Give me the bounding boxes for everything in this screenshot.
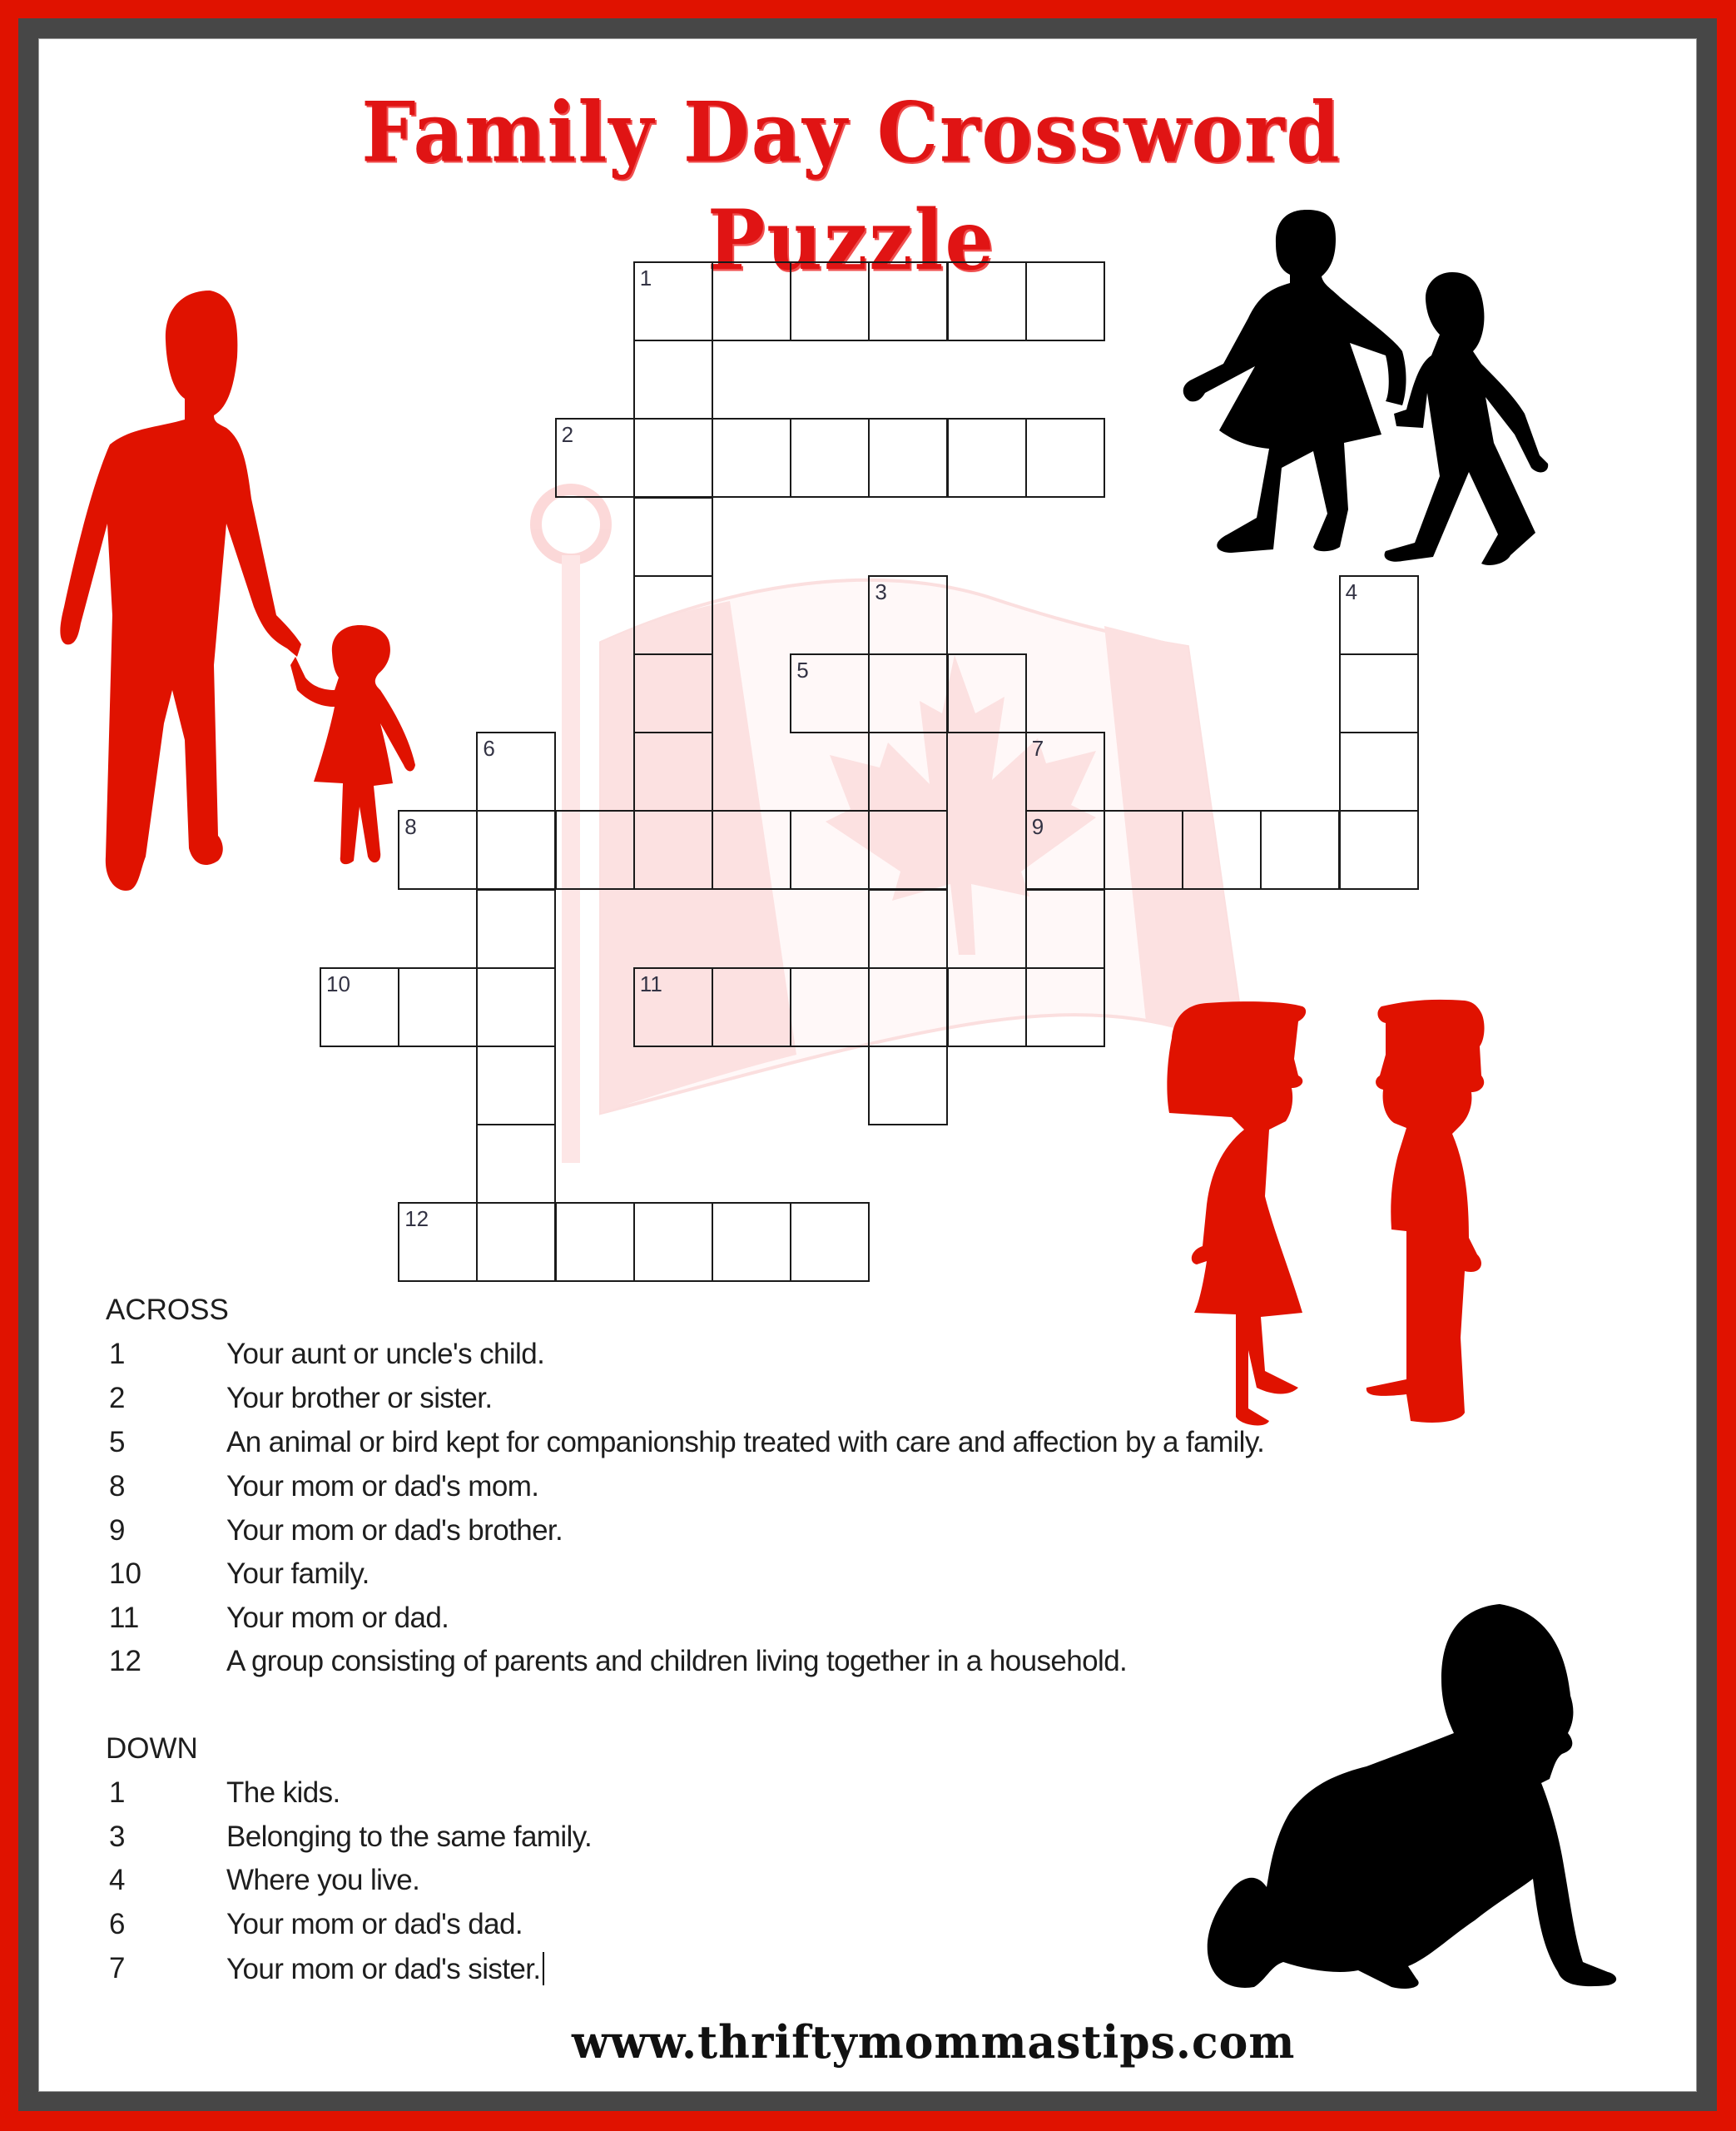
clue-text: Your mom or dad's dad. <box>226 1908 523 1940</box>
crossword-cell[interactable] <box>320 967 399 1047</box>
parent-child-silhouette-icon <box>47 274 430 907</box>
clue-text: Your mom or dad's brother. <box>226 1514 563 1547</box>
cell-number: 5 <box>796 658 809 683</box>
text-cursor <box>543 1952 544 1985</box>
crossword-cell[interactable] <box>947 653 1027 733</box>
crossword-cell[interactable] <box>868 967 948 1047</box>
clue-text: Your brother or sister. <box>226 1382 493 1414</box>
crossword-cell[interactable] <box>633 1202 713 1282</box>
crossword-cell[interactable] <box>712 261 791 341</box>
crossword-cell[interactable] <box>1339 732 1419 812</box>
website-url: www.thriftymommastips.com <box>572 2015 1296 2069</box>
clue-number: 10 <box>109 1557 141 1590</box>
clue-number: 1 <box>109 1338 126 1370</box>
crossword-cell[interactable] <box>790 653 870 733</box>
cell-number: 4 <box>1345 579 1358 604</box>
cell-number: 3 <box>875 579 887 604</box>
cell-number: 8 <box>404 814 417 840</box>
crossword-cell[interactable] <box>790 1202 870 1282</box>
clue-text: Your mom or dad. <box>226 1602 449 1634</box>
crossword-cell[interactable] <box>1182 810 1262 890</box>
crossword-cell[interactable] <box>868 810 948 890</box>
crossword-cell[interactable] <box>947 418 1027 498</box>
cell-number: 1 <box>639 266 652 291</box>
crossword-cell[interactable] <box>1025 810 1105 890</box>
crossword-cell[interactable] <box>633 653 713 733</box>
clue-text <box>226 1952 544 1986</box>
crossword-cell[interactable] <box>712 418 791 498</box>
crossword-cell[interactable] <box>398 1202 478 1282</box>
crossword-cell[interactable] <box>1025 889 1105 969</box>
crossword-cell[interactable] <box>476 810 556 890</box>
crossword-cell[interactable] <box>1339 810 1419 890</box>
crawling-baby-silhouette-icon <box>1183 1587 1696 2020</box>
clue-text: Where you live. <box>226 1864 420 1896</box>
clue-number: 8 <box>109 1470 126 1503</box>
clue-text: Your family. <box>226 1557 370 1590</box>
crossword-cell[interactable] <box>1339 575 1419 655</box>
crossword-cell[interactable] <box>476 1124 556 1204</box>
crossword-cell[interactable] <box>555 810 635 890</box>
crossword-cell[interactable] <box>947 967 1027 1047</box>
clue-number: 6 <box>109 1908 126 1940</box>
crossword-cell[interactable] <box>1104 810 1183 890</box>
crossword-cell[interactable] <box>398 810 478 890</box>
crossword-cell[interactable] <box>633 418 713 498</box>
cell-number: 11 <box>639 971 662 996</box>
cell-number: 10 <box>326 971 350 996</box>
crossword-cell[interactable] <box>476 889 556 969</box>
crossword-cell[interactable] <box>476 1202 556 1282</box>
crossword-cell[interactable] <box>1025 967 1105 1047</box>
crossword-cell[interactable] <box>712 967 791 1047</box>
clue-number: 4 <box>109 1864 126 1896</box>
crossword-cell[interactable] <box>868 889 948 969</box>
cell-number: 6 <box>483 736 495 762</box>
crossword-cell[interactable] <box>1339 653 1419 733</box>
crossword-cell[interactable] <box>555 418 635 498</box>
crossword-cell[interactable] <box>1025 261 1105 341</box>
clue-number: 5 <box>109 1426 126 1458</box>
crossword-cell[interactable] <box>868 418 948 498</box>
clue-number: 7 <box>109 1952 126 1984</box>
clue-text: Belonging to the same family. <box>226 1821 593 1853</box>
worksheet-page <box>39 39 1696 2091</box>
crossword-cell[interactable] <box>790 418 870 498</box>
crossword-cell[interactable] <box>790 810 870 890</box>
crossword-cell[interactable] <box>868 1046 948 1125</box>
clue-text: Your mom or dad's mom. <box>226 1470 539 1503</box>
clue-text: Your aunt or uncle's child. <box>226 1338 545 1370</box>
clue-number: 3 <box>109 1821 126 1853</box>
crossword-cell[interactable] <box>476 1046 556 1125</box>
crossword-cell[interactable] <box>1025 418 1105 498</box>
walking-children-silhouette-icon <box>1165 193 1614 609</box>
crossword-cell[interactable] <box>790 967 870 1047</box>
clue-number: 12 <box>109 1645 141 1677</box>
crossword-cell[interactable] <box>476 732 556 812</box>
clue-number: 9 <box>109 1514 126 1547</box>
crossword-cell[interactable] <box>947 261 1027 341</box>
cell-number: 9 <box>1031 814 1044 840</box>
crossword-cell[interactable] <box>633 810 713 890</box>
crossword-cell[interactable] <box>633 261 713 341</box>
crossword-cell[interactable] <box>633 967 713 1047</box>
clue-text-content: Your mom or dad's sister. <box>226 1953 541 1985</box>
clue-number: 11 <box>109 1602 140 1634</box>
crossword-cell[interactable] <box>633 340 713 420</box>
clue-number: 1 <box>109 1776 126 1809</box>
crossword-cell[interactable] <box>712 810 791 890</box>
crossword-cell[interactable] <box>633 575 713 655</box>
crossword-cell[interactable] <box>790 261 870 341</box>
down-heading: DOWN <box>106 1732 198 1765</box>
cell-number: 7 <box>1031 736 1044 762</box>
crossword-cell[interactable] <box>868 261 948 341</box>
crossword-cell[interactable] <box>633 497 713 577</box>
crossword-cell[interactable] <box>1025 732 1105 812</box>
cell-number: 2 <box>561 422 574 448</box>
crossword-cell[interactable] <box>868 653 948 733</box>
clue-number: 2 <box>109 1382 126 1414</box>
clue-text: The kids. <box>226 1776 340 1809</box>
clue-text: A group consisting of parents and children living together in a household. <box>226 1645 1128 1677</box>
crossword-cell[interactable] <box>868 732 948 812</box>
clue-text: An animal or bird kept for companionship treated with care and affection by a family. <box>226 1426 1265 1458</box>
crossword-cell[interactable] <box>1260 810 1340 890</box>
page-title: Family Day Crossword Puzzle <box>361 83 1342 289</box>
crossword-cell[interactable] <box>476 967 556 1047</box>
girl-boy-silhouette-icon <box>1132 955 1531 1438</box>
across-heading: ACROSS <box>106 1294 229 1326</box>
cell-number: 12 <box>404 1206 429 1232</box>
crossword-cell[interactable] <box>633 732 713 812</box>
crossword-cell[interactable] <box>555 1202 635 1282</box>
crossword-cell[interactable] <box>712 1202 791 1282</box>
crossword-cell[interactable] <box>398 967 478 1047</box>
crossword-cell[interactable] <box>868 575 948 655</box>
